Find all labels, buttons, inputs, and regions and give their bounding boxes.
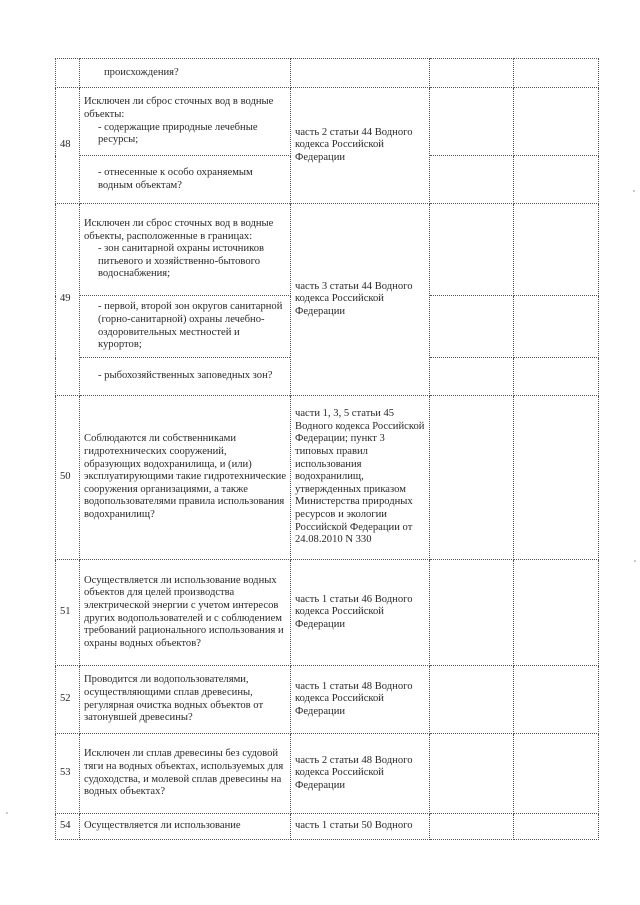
question-subitem: - первой, второй зон округов санитарной (горно-санитарной) охраны лечебно-оздоровительных местностей и курортов;: [98, 301, 283, 351]
table-row: [56, 814, 599, 840]
question-text: Исключен ли сброс сточных вод в водные объекты, расположенные в границах:: [84, 218, 274, 242]
table-row: [56, 396, 599, 560]
scan-speck: [634, 560, 636, 562]
answer-cell: [514, 814, 599, 840]
question-cell: Осуществляется ли использование: [80, 814, 291, 840]
row-number: 50: [56, 396, 80, 560]
answer-cell: [514, 156, 599, 204]
answer-cell: [430, 814, 514, 840]
row-number: 52: [56, 666, 80, 734]
answer-cell: [430, 560, 514, 666]
row-number: 51: [56, 560, 80, 666]
question-cell: [80, 204, 291, 296]
question-subitem: - содержащие природные лечебные ресурсы;: [98, 121, 258, 146]
row-number: [56, 59, 80, 88]
question-cell: [80, 358, 291, 396]
answer-cell: [514, 204, 599, 296]
answer-cell: [430, 734, 514, 814]
answer-cell: [514, 734, 599, 814]
reference-cell: часть 2 статьи 44 Водного кодекса Российской Федерации: [291, 88, 430, 204]
scan-speck: [6, 812, 8, 814]
answer-cell: [514, 560, 599, 666]
question-subitem: - рыбохозяйственных заповедных зон?: [98, 370, 273, 382]
reference-cell: части 1, 3, 5 статьи 45 Водного кодекса Российской Федерации; пункт 3 типовых правил использования водохранилищ, утвержденных приказом Министерства природных ресурсов и экологии Российской Федерации от 24.08.2010 N 330: [291, 396, 430, 560]
scan-speck: [633, 190, 635, 192]
answer-cell: [430, 396, 514, 560]
reference-cell: часть 2 статьи 48 Водного кодекса Российской Федерации: [291, 734, 430, 814]
answer-cell: [430, 204, 514, 296]
reference-cell: часть 1 статьи 48 Водного кодекса Российской Федерации: [291, 666, 430, 734]
question-cell: Исключен ли сплав древесины без судовой тяги на водных объектах, используемых для судоходства, и молевой сплав древесины на водных объектах?: [80, 734, 291, 814]
table-row: [56, 734, 599, 814]
question-text: Исключен ли сброс сточных вод в водные объекты:: [84, 96, 274, 120]
question-cell: Осуществляется ли использование водных объектов для целей производства электрической энергии с учетом интересов других водопользователей и с соблюдением требований рационального использования и охраны водных объектов?: [80, 560, 291, 666]
checklist-table: [55, 58, 599, 840]
question-cell: [80, 59, 291, 88]
reference-cell: часть 1 статьи 50 Водного: [291, 814, 430, 840]
answer-cell: [514, 88, 599, 156]
answer-cell: [430, 666, 514, 734]
table-row: [56, 204, 599, 296]
table-row: [56, 560, 599, 666]
reference-cell: [291, 59, 430, 88]
answer-cell: [430, 59, 514, 88]
question-cell: Проводится ли водопользователями, осуществляющими сплав древесины, регулярная очистка водных объектов от затонувшей древесины?: [80, 666, 291, 734]
reference-cell: часть 1 статьи 46 Водного кодекса Российской Федерации: [291, 560, 430, 666]
table-row: [56, 666, 599, 734]
answer-cell: [514, 396, 599, 560]
question-cell: Соблюдаются ли собственниками гидротехнических сооружений, образующих водохранилища, и (или) эксплуатирующими такие гидротехнические сооружения организациями, а также водопользователями правила использования водохранилищ?: [80, 396, 291, 560]
answer-cell: [430, 358, 514, 396]
answer-cell: [430, 156, 514, 204]
row-number: 49: [56, 204, 80, 396]
answer-cell: [430, 88, 514, 156]
answer-cell: [514, 358, 599, 396]
question-cell: [80, 156, 291, 204]
table-row: [56, 88, 599, 156]
answer-cell: [514, 59, 599, 88]
table-row: [56, 59, 599, 88]
answer-cell: [514, 666, 599, 734]
question-text: происхождения?: [104, 66, 179, 78]
answer-cell: [514, 296, 599, 358]
question-cell: [80, 296, 291, 358]
answer-cell: [430, 296, 514, 358]
row-number: 54: [56, 814, 80, 840]
question-cell: [80, 88, 291, 156]
row-number: 48: [56, 88, 80, 204]
row-number: 53: [56, 734, 80, 814]
reference-cell: часть 3 статьи 44 Водного кодекса Российской Федерации: [291, 204, 430, 396]
question-subitem: - зон санитарной охраны источников питьевого и хозяйственно-бытового водоснабжения;: [98, 243, 265, 280]
question-subitem: - отнесенные к особо охраняемым водным объектам?: [98, 166, 253, 191]
